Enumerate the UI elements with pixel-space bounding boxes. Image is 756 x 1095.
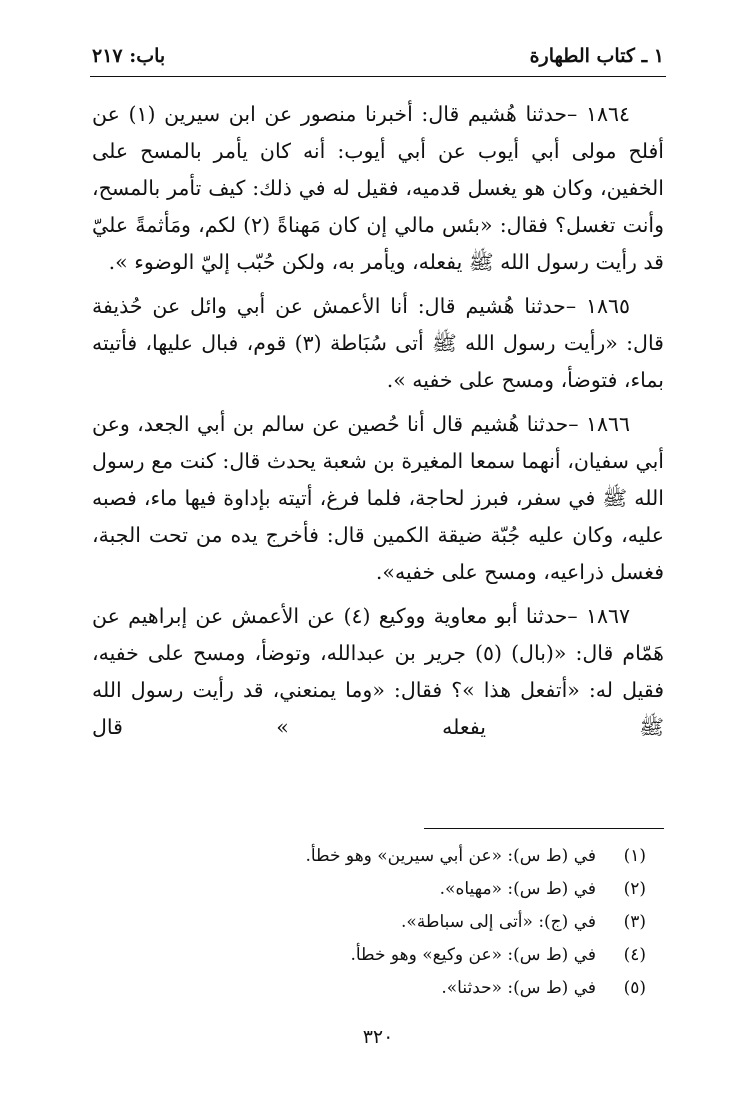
- section-title: باب: ٢١٧: [92, 45, 166, 67]
- footnote-text: في (ط س): «مهياه».: [439, 879, 596, 899]
- page-number: ٣٢٠: [362, 1026, 394, 1048]
- hadith-paragraph: [92, 96, 664, 281]
- hadith-number: ١٨٦٦: [585, 412, 630, 436]
- footnote: [92, 972, 646, 1005]
- footnote-number: (٤): [623, 945, 646, 965]
- footnote-number: (٢): [623, 879, 646, 899]
- running-header: [92, 40, 664, 72]
- hadith-number: ١٨٦٥: [585, 294, 630, 318]
- header-divider: [90, 76, 666, 77]
- footnote-number: (٣): [623, 912, 646, 932]
- hadith-number: ١٨٦٤: [585, 102, 630, 126]
- hadith-text: –حدثنا هُشيم قال أنا حُصين عن سالم بن أبي الجعد، وعن أبي سفيان، أنهما سمعا المغيرة بن شعبة يحدث قال: كنت مع رسول الله ﷺ في سفر، فبرز لحاجة، فلما فرغ، أتيته بإداوة فيها ماء، فصبه عليه، وكان عليه جُبّة ضيقة الكمين قال: فأخرج يده من تحت الجبة، فغسل ذراعيه، ومسح على خفيه».: [92, 412, 664, 584]
- footnote-text: في (ط س): «عن أبي سيرين» وهو خطأ.: [305, 846, 596, 866]
- footnotes: [92, 840, 646, 1005]
- footnote-text: في (ط س): «عن وكيع» وهو خطأ.: [350, 945, 596, 965]
- chapter-title: ١ ـ كتاب الطهارة: [529, 45, 664, 67]
- hadith-text: –حدثنا أبو معاوية ووكيع (٤) عن الأعمش عن إبراهيم عن هَمّام قال: «(بال) (٥) جرير بن عبدالله، وتوضأ، ومسح على خفيه، فقيل له: «أتفعل هذا »؟ فقال: «وما يمنعني، قد رأيت رسول الله ﷺ يفعله » قال: [92, 604, 664, 739]
- footnote-number: (١): [623, 846, 646, 866]
- footnote-text: في (ط س): «حدثنا».: [441, 978, 596, 998]
- hadith-paragraph: [92, 288, 664, 399]
- hadith-paragraph: [92, 406, 664, 591]
- hadith-text: –حدثنا هُشيم قال: أخبرنا منصور عن ابن سيرين (١) عن أفلح مولى أبي أيوب عن أبي أيوب: أنه كان يأمر بالمسح على الخفين، وكان هو يغسل قدميه، فقيل له في ذلك: كيف تأمر بالمسح، وأنت تغسل؟ فقال: «بئس مالي إن كان مَهناةً (٢) لكم، ومَأثمةً عليّ قد رأيت رسول الله ﷺ يفعله، ويأمر به، ولكن حُبّب إليّ الوضوء ».: [92, 102, 664, 274]
- footnote-number: (٥): [623, 978, 646, 998]
- hadith-paragraph: [92, 598, 664, 746]
- footnote-text: في (ج): «أتى إلى سباطة».: [401, 912, 596, 932]
- footnote: [92, 873, 646, 906]
- hadith-text: –حدثنا هُشيم قال: أنا الأعمش عن أبي وائل عن حُذيفة قال: «رأيت رسول الله ﷺ أتى سُبَاطة (٣) قوم، فبال عليها، فأتيته بماء، فتوضأ، ومسح على خفيه ».: [92, 294, 664, 392]
- hadith-number: ١٨٦٧: [585, 604, 630, 628]
- main-text: [92, 96, 664, 753]
- footnote: [92, 906, 646, 939]
- footnote: [92, 840, 646, 873]
- footnote-divider: [424, 828, 664, 829]
- footnote: [92, 939, 646, 972]
